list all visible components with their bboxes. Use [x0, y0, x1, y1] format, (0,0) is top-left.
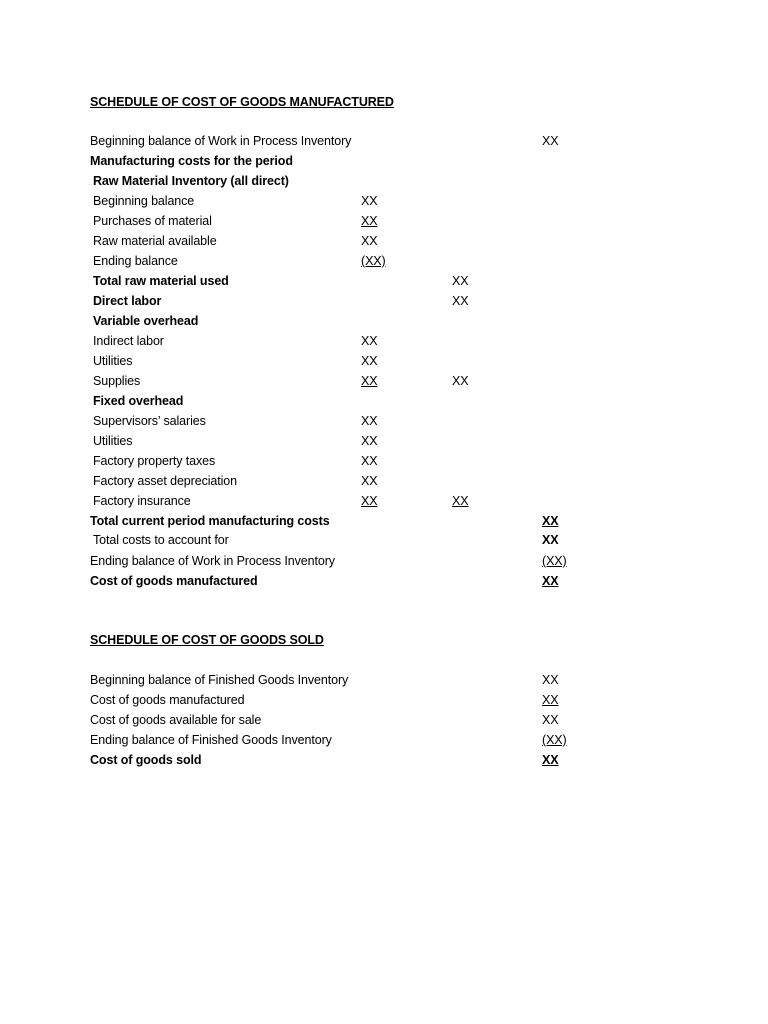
- row-label: Direct labor: [93, 294, 162, 308]
- cogm-row-raw-material-inventory: [0, 171, 768, 191]
- subtotal-value: XX: [452, 374, 469, 388]
- row-label: Indirect labor: [93, 334, 164, 348]
- total-value: XX: [542, 514, 559, 528]
- total-value: XX: [542, 533, 559, 547]
- cogm-row-direct-labor: [0, 291, 768, 311]
- row-label: Total current period manufacturing costs: [90, 514, 330, 528]
- row-label: Beginning balance of Work in Process Inventory: [90, 134, 352, 148]
- subtotal-value: XX: [452, 294, 469, 308]
- cogs-row-cost-of-goods-sold: [0, 750, 768, 770]
- total-value: XX: [542, 713, 559, 727]
- cogm-row-total-rm-used: [0, 271, 768, 291]
- cogm-row-manufacturing-costs: [0, 151, 768, 171]
- row-label: Beginning balance: [93, 194, 195, 208]
- detail-value: XX: [361, 414, 378, 428]
- detail-value: XX: [361, 234, 378, 248]
- cogm-row-asset-depreciation: [0, 471, 768, 491]
- row-label: Cost of goods sold: [90, 753, 202, 767]
- row-label: Total costs to account for: [93, 533, 229, 547]
- cogs-row-beginning-fg: [0, 670, 768, 690]
- subtotal-value: XX: [452, 274, 469, 288]
- detail-value: XX: [361, 214, 378, 228]
- row-label: Factory property taxes: [93, 454, 216, 468]
- detail-value: XX: [361, 454, 378, 468]
- cogm-row-indirect-labor: [0, 331, 768, 351]
- cogm-row-fixed-overhead: [0, 391, 768, 411]
- row-label: Cost of goods manufactured: [90, 574, 258, 588]
- cogs-title: SCHEDULE OF COST OF GOODS SOLD: [90, 633, 324, 647]
- cogm-row-supplies: [0, 371, 768, 391]
- cogm-row-purchases: [0, 211, 768, 231]
- total-value: XX: [542, 134, 559, 148]
- detail-value: XX: [361, 354, 378, 368]
- row-label: Supervisors’ salaries: [93, 414, 206, 428]
- row-label: Variable overhead: [93, 314, 199, 328]
- row-label: Raw Material Inventory (all direct): [93, 174, 289, 188]
- detail-value: XX: [361, 374, 378, 388]
- cogs-row-cogm: [0, 690, 768, 710]
- row-label: Ending balance: [93, 254, 178, 268]
- cogm-row-rm-available: [0, 231, 768, 251]
- row-label: Utilities: [93, 434, 133, 448]
- total-value: XX: [542, 574, 559, 588]
- row-label: Fixed overhead: [93, 394, 184, 408]
- cogm-row-ending-wip: [0, 551, 768, 571]
- cogm-heading-row: [0, 92, 768, 112]
- row-label: Factory asset depreciation: [93, 474, 238, 488]
- row-label: Ending balance of Work in Process Inventory: [90, 554, 335, 568]
- total-value: XX: [542, 753, 559, 767]
- cogs-row-available-for-sale: [0, 710, 768, 730]
- cogm-row-supervisors-salaries: [0, 411, 768, 431]
- cogm-row-total-costs-to-account: [0, 530, 768, 550]
- detail-value: (XX): [361, 254, 386, 268]
- cogs-row-ending-fg: [0, 730, 768, 750]
- cogm-row-cost-of-goods-manufactured: [0, 571, 768, 591]
- detail-value: XX: [361, 474, 378, 488]
- total-value: (XX): [542, 554, 567, 568]
- row-label: Factory insurance: [93, 494, 191, 508]
- row-label: Supplies: [93, 374, 141, 388]
- row-label: Total raw material used: [93, 274, 229, 288]
- total-value: (XX): [542, 733, 567, 747]
- cogm-row-factory-insurance: [0, 491, 768, 511]
- total-value: XX: [542, 673, 559, 687]
- row-label: Cost of goods available for sale: [90, 713, 262, 727]
- cogm-row-rm-ending-balance: [0, 251, 768, 271]
- cogm-row-variable-overhead: [0, 311, 768, 331]
- row-label: Purchases of material: [93, 214, 212, 228]
- row-label: Raw material available: [93, 234, 217, 248]
- cogm-row-property-taxes: [0, 451, 768, 471]
- detail-value: XX: [361, 434, 378, 448]
- cogs-heading-row: [0, 630, 768, 650]
- row-label: Utilities: [93, 354, 133, 368]
- row-label: Cost of goods manufactured: [90, 693, 245, 707]
- detail-value: XX: [361, 334, 378, 348]
- subtotal-value: XX: [452, 494, 469, 508]
- total-value: XX: [542, 693, 559, 707]
- row-label: Ending balance of Finished Goods Inventory: [90, 733, 332, 747]
- row-label: Beginning balance of Finished Goods Inventory: [90, 673, 349, 687]
- detail-value: XX: [361, 194, 378, 208]
- cogm-row-rm-beginning-balance: [0, 191, 768, 211]
- cogm-row-beginning-wip: [0, 131, 768, 151]
- row-label: Manufacturing costs for the period: [90, 154, 293, 168]
- cogm-title: SCHEDULE OF COST OF GOODS MANUFACTURED: [90, 95, 394, 109]
- cogm-row-total-current-costs: [0, 511, 768, 531]
- cogm-row-utilities-fixed: [0, 431, 768, 451]
- cogm-row-utilities-variable: [0, 351, 768, 371]
- detail-value: XX: [361, 494, 378, 508]
